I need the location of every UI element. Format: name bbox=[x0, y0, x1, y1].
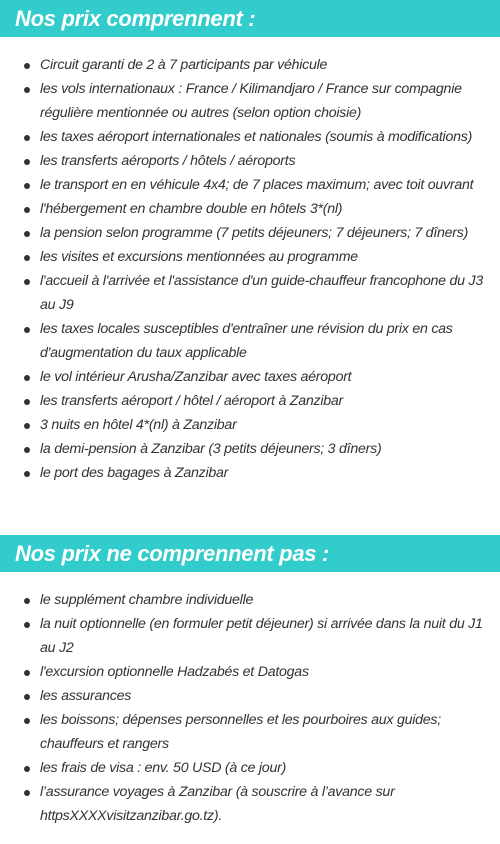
excluded-list bbox=[0, 588, 500, 828]
bullet-icon bbox=[24, 87, 30, 93]
list-item-text: l’assurance voyages à Zanzibar (à souscrire à l’avance sur httpsXXXXvisitzanzibar.go.tz). bbox=[40, 784, 395, 824]
bullet-icon bbox=[24, 63, 30, 69]
list-item-text: l'hébergement en chambre double en hôtels 3*(nl) bbox=[40, 201, 343, 217]
included-section-title: Nos prix comprennent : bbox=[0, 0, 500, 37]
bullet-icon bbox=[24, 718, 30, 724]
bullet-icon bbox=[24, 375, 30, 381]
excluded-section-title: Nos prix ne comprennent pas : bbox=[0, 535, 500, 572]
bullet-icon bbox=[24, 670, 30, 676]
list-item-text: les taxes locales susceptibles d'entraîner une révision du prix en cas d'augmentation du taux applicable bbox=[40, 321, 453, 361]
list-item bbox=[0, 77, 500, 125]
bullet-icon bbox=[24, 207, 30, 213]
list-item bbox=[0, 413, 500, 437]
bullet-icon bbox=[24, 255, 30, 261]
list-item bbox=[0, 149, 500, 173]
list-item bbox=[0, 125, 500, 149]
bullet-icon bbox=[24, 694, 30, 700]
list-item bbox=[0, 588, 500, 612]
list-item-text: les vols internationaux : France / Kilimandjaro / France sur compagnie régulière mentionnée ou autres (selon option choisie) bbox=[40, 81, 462, 121]
list-item bbox=[0, 245, 500, 269]
list-item bbox=[0, 173, 500, 197]
list-item bbox=[0, 221, 500, 245]
list-item bbox=[0, 612, 500, 660]
bullet-icon bbox=[24, 471, 30, 477]
list-item bbox=[0, 317, 500, 365]
list-item-text: la demi-pension à Zanzibar (3 petits déjeuners; 3 dîners) bbox=[40, 441, 382, 457]
list-item bbox=[0, 461, 500, 485]
list-item bbox=[0, 780, 500, 828]
bullet-icon bbox=[24, 622, 30, 628]
list-item-text: la pension selon programme (7 petits déjeuners; 7 déjeuners; 7 dîners) bbox=[40, 225, 469, 241]
list-item bbox=[0, 684, 500, 708]
list-item bbox=[0, 389, 500, 413]
bullet-icon bbox=[24, 135, 30, 141]
list-item bbox=[0, 269, 500, 317]
list-item bbox=[0, 756, 500, 780]
bullet-icon bbox=[24, 159, 30, 165]
list-item-text: le port des bagages à Zanzibar bbox=[40, 465, 229, 481]
bullet-icon bbox=[24, 598, 30, 604]
list-item-text: Circuit garanti de 2 à 7 participants par véhicule bbox=[40, 57, 328, 73]
list-item-text: le supplément chambre individuelle bbox=[40, 592, 254, 608]
list-item-text: la nuit optionnelle (en formuler petit déjeuner) si arrivée dans la nuit du J1 au J2 bbox=[40, 616, 483, 656]
bullet-icon bbox=[24, 279, 30, 285]
list-item bbox=[0, 708, 500, 756]
list-item-text: le vol intérieur Arusha/Zanzibar avec taxes aéroport bbox=[40, 369, 352, 385]
bullet-icon bbox=[24, 423, 30, 429]
included-list bbox=[0, 53, 500, 485]
list-item bbox=[0, 437, 500, 461]
list-item-text: 3 nuits en hôtel 4*(nl) à Zanzibar bbox=[40, 417, 237, 433]
list-item-text: l'excursion optionnelle Hadzabés et Datogas bbox=[40, 664, 309, 680]
list-item bbox=[0, 660, 500, 684]
list-item-text: le transport en en véhicule 4x4; de 7 places maximum; avec toit ouvrant bbox=[40, 177, 474, 193]
bullet-icon bbox=[24, 447, 30, 453]
list-item-text: les boissons; dépenses personnelles et les pourboires aux guides; chauffeurs et rangers bbox=[40, 712, 441, 752]
list-item bbox=[0, 365, 500, 389]
list-item bbox=[0, 53, 500, 77]
list-item-text: les transferts aéroports / hôtels / aéroports bbox=[40, 153, 296, 169]
bullet-icon bbox=[24, 183, 30, 189]
list-item-text: les frais de visa : env. 50 USD (à ce jour) bbox=[40, 760, 287, 776]
list-item-text: l'accueil à l'arrivée et l'assistance d'un guide-chauffeur francophone du J3 au J9 bbox=[40, 273, 483, 313]
bullet-icon bbox=[24, 327, 30, 333]
list-item-text: les transferts aéroport / hôtel / aéroport à Zanzibar bbox=[40, 393, 343, 409]
bullet-icon bbox=[24, 766, 30, 772]
bullet-icon bbox=[24, 399, 30, 405]
list-item bbox=[0, 197, 500, 221]
bullet-icon bbox=[24, 790, 30, 796]
bullet-icon bbox=[24, 231, 30, 237]
list-item-text: les taxes aéroport internationales et nationales (soumis à modifications) bbox=[40, 129, 473, 145]
list-item-text: les assurances bbox=[40, 688, 132, 704]
list-item-text: les visites et excursions mentionnées au programme bbox=[40, 249, 358, 265]
